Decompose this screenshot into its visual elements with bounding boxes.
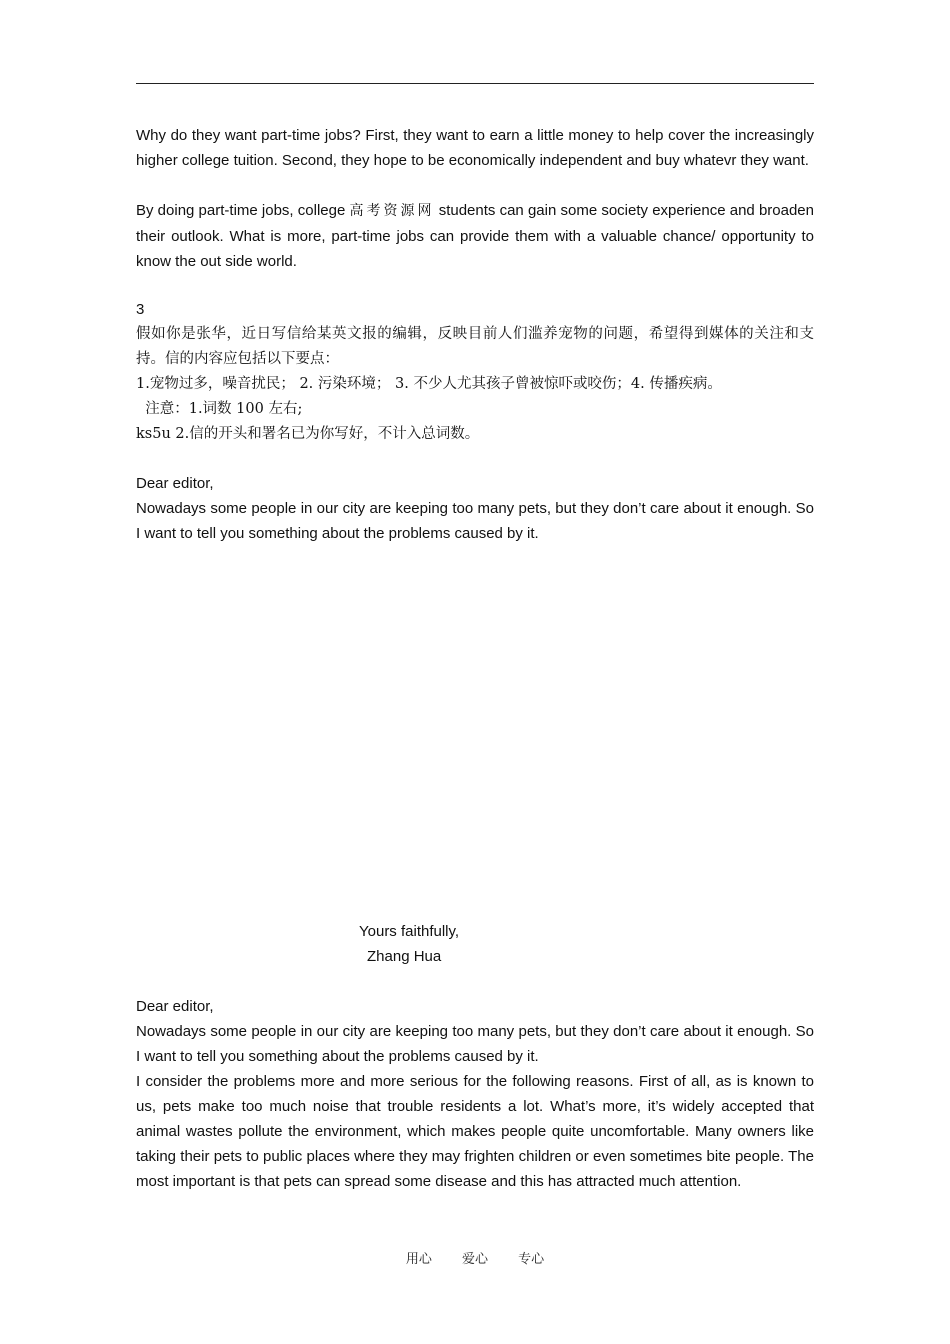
letter1-salutation: Dear editor,: [136, 475, 214, 492]
task-note-word-count: 注意：1.词数 100 左右;: [136, 401, 303, 417]
footer-item: 爱心: [461, 1252, 488, 1267]
paragraph-benefits-end: students can gain some society experience and broaden their outlook. What is more, part-time jobs can provide them with a valuable chance/ opportunity to know the out side world.: [136, 202, 814, 270]
inline-watermark-text: 高考资源网: [349, 203, 435, 219]
letter2-salutation: Dear editor,: [136, 998, 214, 1015]
letter2-reasons: I consider the problems more and more serious for the following reasons. First of all, as is known to us, pets make too much noise that trouble residents a lot. What’s more, it’s widely accepted that animal wastes pollute the environment, which makes people quite uncomfortable. Many owners like taking their pets to public places where they may frighten children or even sometimes bite people. The most important is that pets can spread some disease and this has attracted much attention.: [136, 1073, 814, 1190]
header-rule: [136, 83, 814, 84]
letter1-body: Nowadays some people in our city are keeping too many pets, but they don’t care about it enough. So I want to tell you something about the problems caused by it.: [136, 500, 814, 542]
paragraph-reasons: Why do they want part-time jobs? First, they want to earn a little money to help cover the increasingly higher college tuition. Second, they hope to be economically independent and buy whatevr they want.: [136, 127, 814, 169]
signature-name: Zhang Hua: [367, 948, 442, 965]
paragraph-benefits: [136, 198, 814, 274]
signature-closing: Yours faithfully,: [359, 923, 460, 940]
letter2-body: Nowadays some people in our city are keeping too many pets, but they don’t care about it enough. So I want to tell you something about the problems caused by it.: [136, 1023, 814, 1065]
task-number: 3: [136, 301, 145, 318]
paragraph-benefits-start: By doing part-time jobs, college: [136, 202, 350, 219]
footer-item: 用心: [405, 1252, 432, 1267]
page-footer: [0, 1248, 950, 1267]
task-note-format: ks5u 2.信的开头和署名已为你写好，不计入总词数。: [136, 426, 480, 442]
footer-item: 专心: [518, 1252, 545, 1267]
task-intro: 假如你是张华，近日写信给某英文报的编辑，反映目前人们滥养宠物的问题，希望得到媒体的关注和支持。信的内容应包括以下要点：: [136, 326, 814, 367]
task-points: 1.宠物过多，噪音扰民； 2. 污染环境； 3. 不少人尤其孩子曾被惊吓或咬伤；4. 传播疾病。: [136, 376, 722, 392]
